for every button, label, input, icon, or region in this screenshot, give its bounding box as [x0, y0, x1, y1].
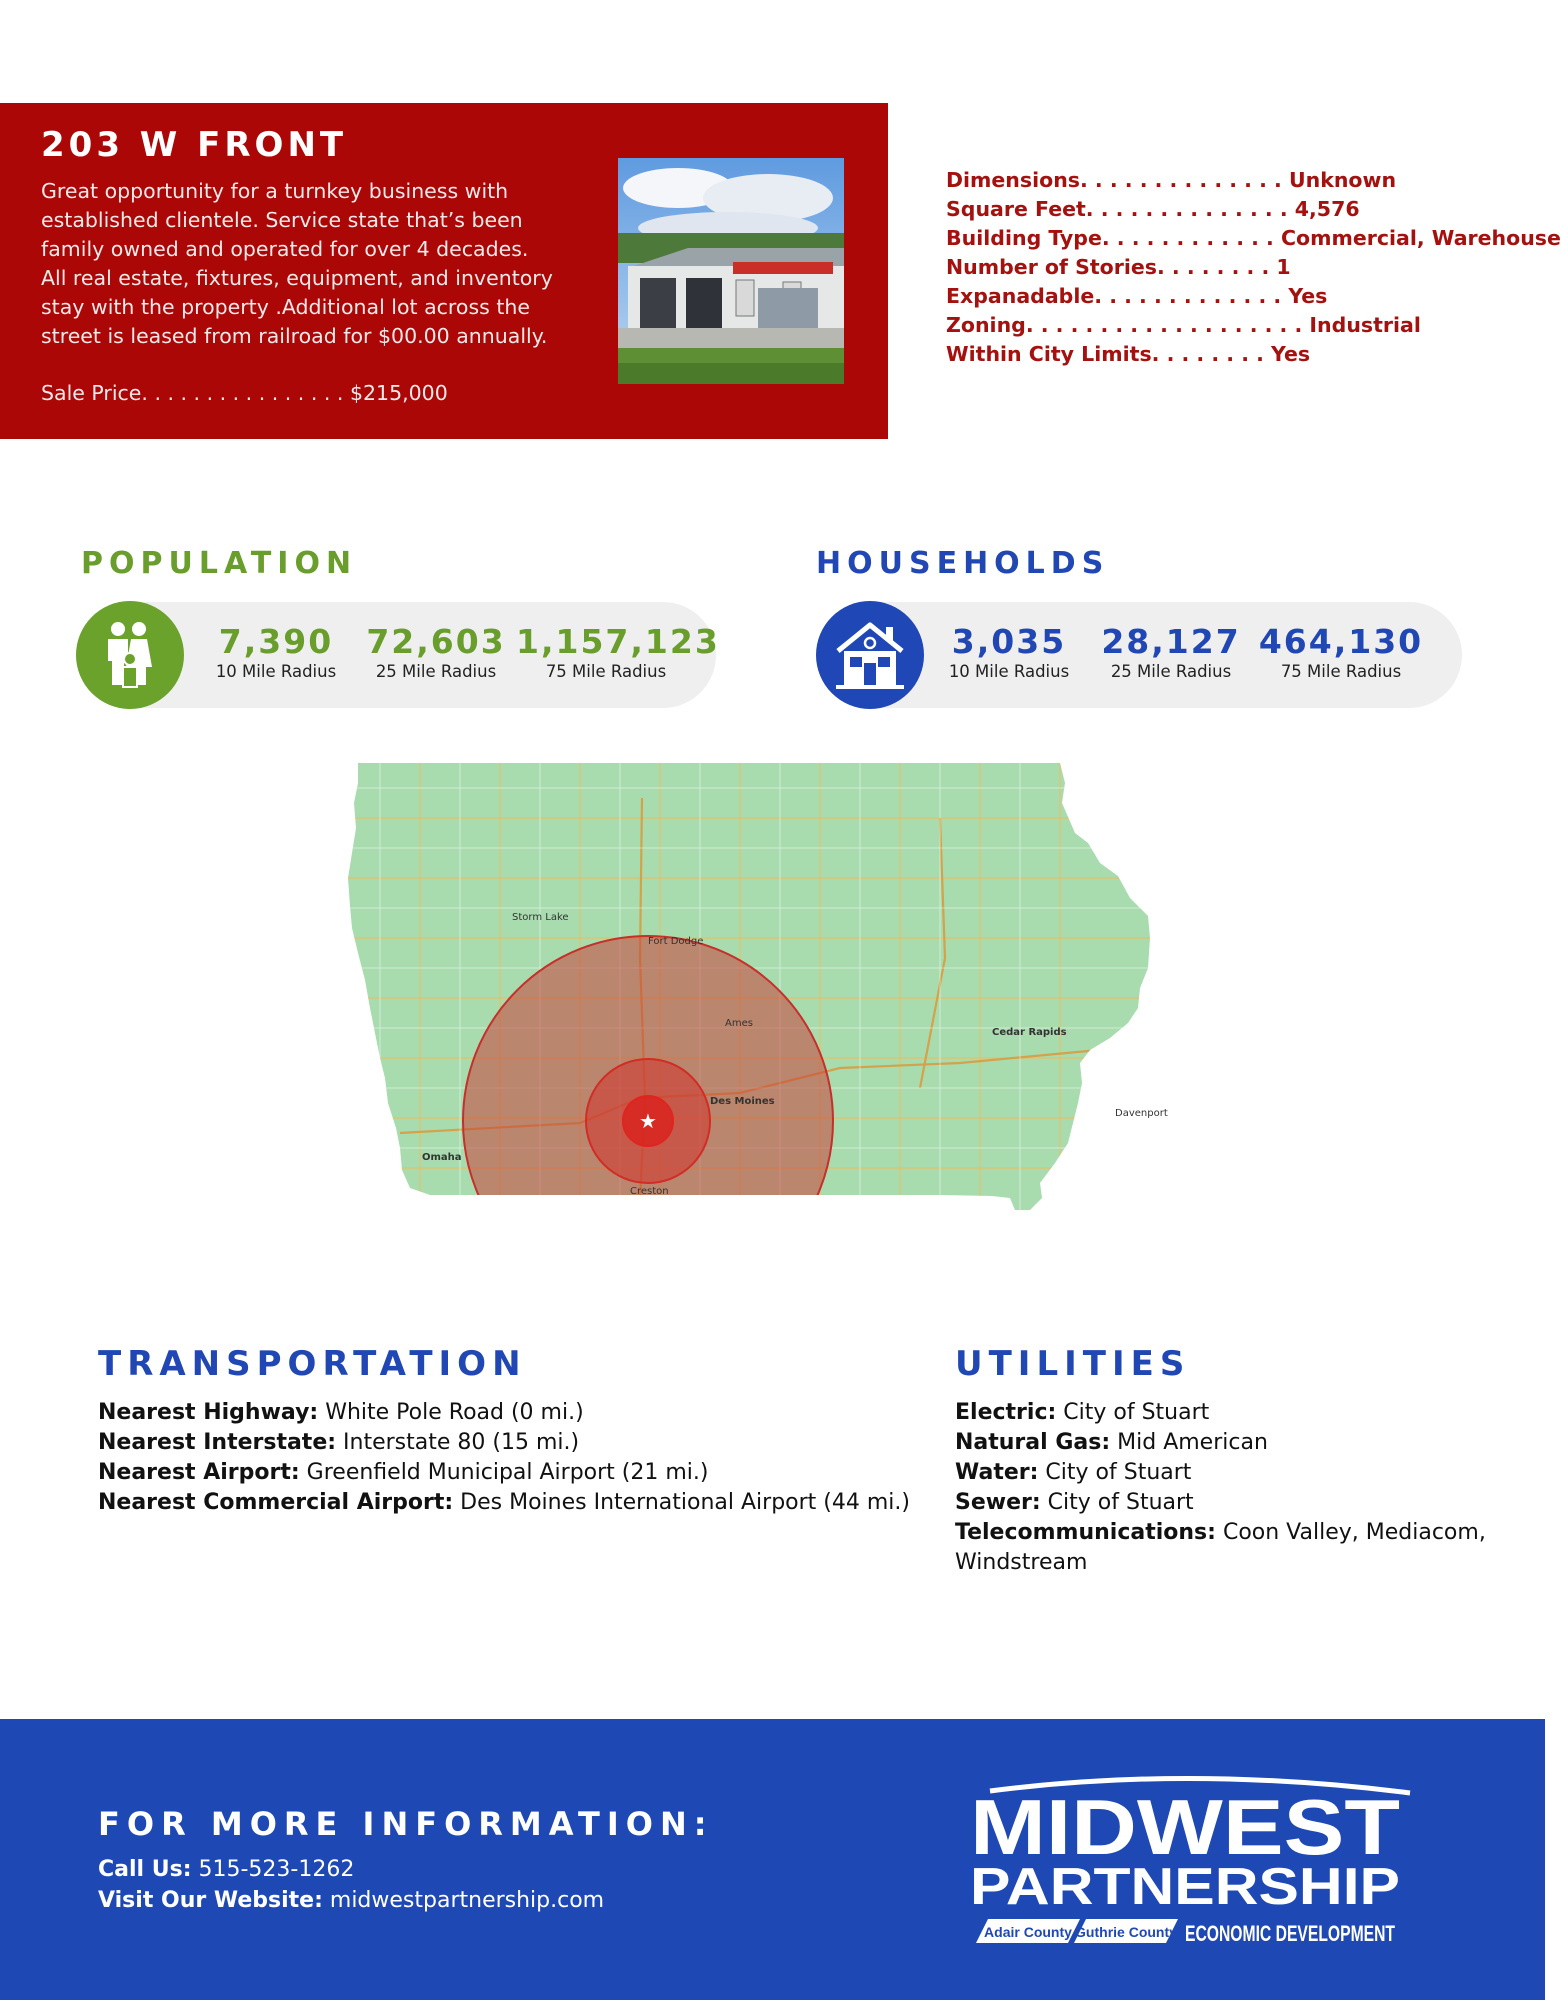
detail-label: Number of Stories. . . . . . . .: [946, 255, 1270, 279]
transport-interstate: [98, 1428, 910, 1458]
detail-city-limits: [946, 340, 1561, 369]
stat-label: 10 Mile Radius: [215, 662, 337, 681]
transport-highway: [98, 1398, 910, 1428]
stat-label: 75 Mile Radius: [1280, 662, 1402, 681]
phone-number-link[interactable]: 515-523-1262: [198, 1857, 355, 1882]
info-label: Nearest Highway:: [98, 1400, 319, 1425]
stat-value: 464,130: [1258, 622, 1424, 661]
map-label: Davenport: [1115, 1108, 1168, 1119]
house-icon: [816, 601, 924, 709]
description-line: All real estate, fixtures, equipment, and inventory: [41, 266, 553, 290]
households-stats: [816, 602, 1462, 708]
transport-commercial-airport: [98, 1488, 910, 1518]
sale-price-row: [41, 381, 448, 405]
population-heading: POPULATION: [81, 546, 358, 581]
utility-sewer: [955, 1488, 1515, 1518]
map-label: Ames: [725, 1018, 753, 1029]
stat-label: 75 Mile Radius: [545, 662, 667, 681]
detail-label: Expanadable. . . . . . . . . . . . .: [946, 284, 1282, 308]
detail-label: Building Type. . . . . . . . . . . .: [946, 226, 1274, 250]
detail-label: Square Feet. . . . . . . . . . . . . .: [946, 197, 1288, 221]
stat-value: 7,390: [218, 622, 334, 661]
footer: [0, 1719, 1545, 2000]
population-25-mile: [356, 622, 516, 682]
utility-water: [955, 1458, 1515, 1488]
info-label: Nearest Commercial Airport:: [98, 1490, 454, 1515]
population-75-mile: [516, 622, 720, 682]
property-title: 203 W FRONT: [41, 125, 348, 165]
households-heading: HOUSEHOLDS: [816, 546, 1110, 581]
info-label: Nearest Airport:: [98, 1460, 300, 1485]
property-card: [0, 103, 888, 439]
stat-label: 25 Mile Radius: [375, 662, 497, 681]
utilities-heading: UTILITIES: [955, 1344, 1191, 1384]
detail-stories: [946, 253, 1561, 282]
logo-tag-economic: ECONOMIC DEVELOPMENT: [1185, 1921, 1396, 1946]
sale-price-value: $215,000: [349, 381, 448, 405]
description-line: family owned and operated for over 4 decades.: [41, 237, 529, 261]
info-value: Mid American: [1117, 1430, 1268, 1455]
detail-value: Yes: [1288, 284, 1328, 308]
utility-natural-gas: [955, 1428, 1515, 1458]
logo-tag-guthrie: Guthrie County: [1075, 1924, 1177, 1940]
transportation-list: [98, 1398, 910, 1518]
detail-value: Unknown: [1288, 168, 1397, 192]
info-value: Des Moines International Airport (44 mi.): [460, 1490, 910, 1515]
description-line: stay with the property .Additional lot across the: [41, 295, 530, 319]
website-label: Visit Our Website:: [98, 1888, 323, 1913]
population-stats: [76, 602, 720, 708]
description-line: established clientele. Service state that’s been: [41, 208, 523, 232]
detail-label: Zoning. . . . . . . . . . . . . . . . . . .: [946, 313, 1303, 337]
iowa-radius-map: [340, 758, 1200, 1313]
logo-tag-adair: Adair County: [984, 1924, 1072, 1940]
stat-value: 28,127: [1101, 622, 1241, 661]
info-label: Sewer:: [955, 1490, 1041, 1515]
map-label: Omaha: [422, 1152, 462, 1163]
footer-heading: FOR MORE INFORMATION:: [98, 1805, 714, 1843]
info-value: Coon Valley, Mediacom, Windstream: [955, 1520, 1486, 1575]
info-label: Electric:: [955, 1400, 1057, 1425]
detail-label: Dimensions. . . . . . . . . . . . . .: [946, 168, 1282, 192]
info-value: White Pole Road (0 mi.): [325, 1400, 584, 1425]
map-label: Creston: [630, 1186, 669, 1197]
detail-expandable: [946, 282, 1561, 311]
description-line: Great opportunity for a turnkey business with: [41, 179, 509, 203]
map-label: Cedar Rapids: [992, 1027, 1067, 1038]
stat-value: 3,035: [951, 622, 1067, 661]
midwest-partnership-logo: [970, 1771, 1440, 1961]
detail-dimensions: [946, 166, 1561, 195]
website-link[interactable]: midwestpartnership.com: [329, 1888, 605, 1913]
households-10-mile: [934, 622, 1084, 682]
detail-square-feet: [946, 195, 1561, 224]
map-label: Des Moines: [710, 1096, 775, 1107]
family-icon: [76, 601, 184, 709]
detail-label: Within City Limits. . . . . . . .: [946, 342, 1264, 366]
detail-value: Industrial: [1309, 313, 1421, 337]
households-25-mile: [1096, 622, 1246, 682]
stat-value: 72,603: [366, 622, 506, 661]
utility-telecommunications: [955, 1518, 1515, 1578]
detail-value: Commercial, Warehouse: [1280, 226, 1561, 250]
transport-airport: [98, 1458, 910, 1488]
utilities-list: [955, 1398, 1515, 1578]
detail-zoning: [946, 311, 1561, 340]
info-label: Telecommunications:: [955, 1520, 1216, 1545]
stat-label: 10 Mile Radius: [948, 662, 1070, 681]
info-label: Nearest Interstate:: [98, 1430, 337, 1455]
info-value: City of Stuart: [1045, 1460, 1192, 1485]
detail-value: Yes: [1271, 342, 1311, 366]
map-label: Storm Lake: [512, 912, 569, 923]
utility-electric: [955, 1398, 1515, 1428]
sale-price-label: Sale Price. . . . . . . . . . . . . . . .: [41, 381, 344, 405]
info-value: Greenfield Municipal Airport (21 mi.): [306, 1460, 709, 1485]
info-label: Natural Gas:: [955, 1430, 1111, 1455]
stat-value: 1,157,123: [516, 622, 720, 661]
info-value: City of Stuart: [1047, 1490, 1194, 1515]
logo-line1: MIDWEST: [970, 1783, 1400, 1871]
info-label: Water:: [955, 1460, 1039, 1485]
contact-phone: [98, 1857, 354, 1882]
population-10-mile: [206, 622, 346, 682]
contact-website: [98, 1888, 604, 1913]
detail-value: 1: [1276, 255, 1291, 279]
detail-building-type: [946, 224, 1561, 253]
property-details: [946, 166, 1561, 369]
transportation-heading: TRANSPORTATION: [98, 1344, 527, 1384]
info-value: Interstate 80 (15 mi.): [343, 1430, 580, 1455]
info-value: City of Stuart: [1063, 1400, 1210, 1425]
map-star-icon: ★: [639, 1109, 657, 1133]
property-photo: [618, 158, 844, 384]
map-label: Fort Dodge: [648, 936, 704, 947]
households-75-mile: [1256, 622, 1426, 682]
stat-label: 25 Mile Radius: [1110, 662, 1232, 681]
property-description: [41, 177, 601, 351]
phone-label: Call Us:: [98, 1857, 192, 1882]
description-line: street is leased from railroad for $00.00 annually.: [41, 324, 548, 348]
detail-value: 4,576: [1294, 197, 1360, 221]
logo-line2: PARTNERSHIP: [970, 1858, 1400, 1916]
